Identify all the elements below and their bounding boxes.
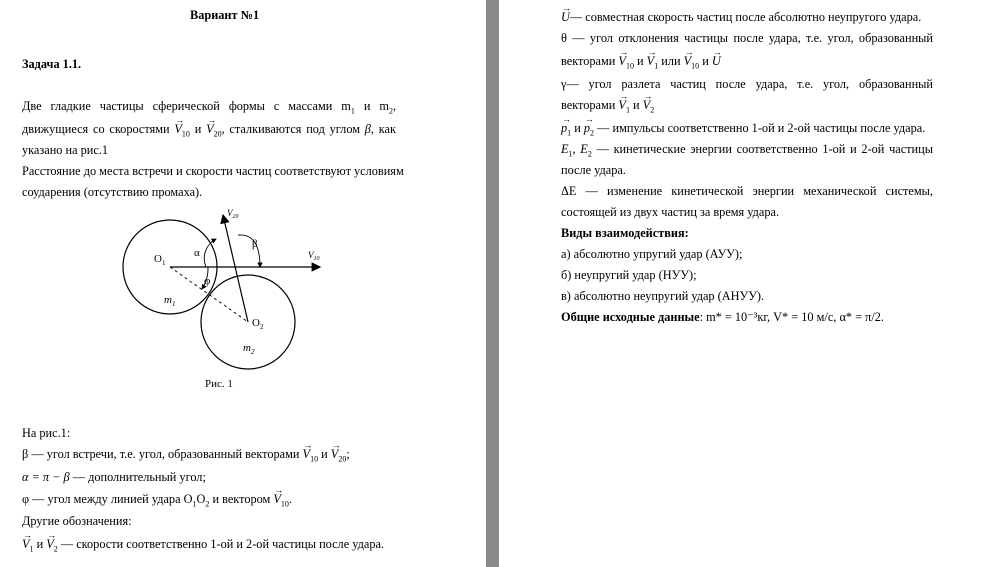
energy-definition-2: после удара. (561, 163, 626, 177)
common-data: Общие исходные данные: m* = 10⁻³кг, V* = 10 м/с, α* = π/2. (561, 310, 884, 324)
on-figure-heading: На рис.1: (22, 426, 71, 440)
kind-perfectly-inelastic: в) абсолютно неупругий удар (АНУУ). (561, 289, 765, 303)
label-o2: $O_2$ (252, 317, 264, 331)
beta-definition: β — угол встречи, т.е. угол, образованный векторами → $V_{10}$ $и \to V_{20}$; (22, 447, 350, 462)
problem-line-5: соударения (отсутствию промаха). (22, 185, 203, 199)
momentum-definition: → $p_1$ $и \to p_2$ — импульсы соответственно 1-ой и 2-ой частицы после удара. (561, 121, 925, 136)
page-right (499, 0, 1000, 567)
figure-caption: Рис. 1 (205, 378, 233, 390)
collision-figure (110, 205, 350, 375)
problem-line-3: указано на рис.1 (22, 143, 109, 157)
gamma-definition-2: векторами → $V_1$ $и \to V_2$ (561, 98, 654, 113)
phi-definition: φ — угол между линией удара $O_1O_2$ и вектором → $V_{10}$. (22, 492, 292, 507)
other-notation-heading: Другие обозначения: (22, 514, 132, 528)
task-heading: Задача 1.1. (22, 57, 82, 71)
alpha-definition: α = π − β — дополнительный угол; (22, 470, 206, 484)
delta-energy-definition-2: состоящей из двух частиц за время удара. (561, 205, 780, 219)
problem-line-4: Расстояние до места встречи и скорости частиц соответствуют условиям (22, 164, 404, 178)
delta-energy-definition-1: ΔE — изменение кинетической энергии механической системы, (561, 184, 933, 198)
label-phi: φ (204, 275, 211, 287)
label-v10: $V_{10}$ (308, 250, 320, 262)
energy-definition-1: $E_1$, $E_2$ — кинетические энергии соответственно 1-ой и 2-ой частицы (561, 142, 933, 159)
problem-line-2: движущиеся со скоростями → $V_{10}$ $и \to V_{20}$, сталкиваются под углом β, как (22, 122, 396, 137)
label-beta: β (252, 238, 258, 250)
velocities-definition: → $V_1$ $и \to V_2$ — скорости соответственно 1-ой и 2-ой частицы после удара. (22, 537, 384, 552)
page-gutter (486, 0, 499, 567)
kind-inelastic: б) неупругий удар (НУУ); (561, 268, 697, 282)
kind-elastic: а) абсолютно упругий удар (АУУ); (561, 247, 743, 261)
u-definition: → U— совместная скорость частиц после абсолютно неупругого удара. (561, 10, 921, 25)
interaction-kinds-heading: Виды взаимодействия: (561, 226, 689, 240)
variant-title: Вариант №1 (190, 8, 260, 22)
label-alpha: α (194, 247, 200, 259)
gamma-definition-1: γ— угол разлета частиц после удара, т.е. угол, образованный (561, 77, 933, 91)
v20-arrow (223, 215, 248, 322)
theta-definition-2: векторами → $V_{10}$ $и \to V_1$ или → $V_{10}$ и → U (561, 54, 721, 69)
label-m1: $m_1$ (164, 294, 176, 308)
page-left (0, 0, 486, 567)
label-m2: $m_2$ (243, 342, 255, 356)
theta-definition-1: θ — угол отклонения частицы после удара, т.е. угол, образованный (561, 31, 933, 45)
label-v20: $V_{20}$ (227, 208, 239, 220)
label-o1: $O_1$ (154, 253, 166, 267)
problem-line-1: Две гладкие частицы сферической формы с массами $m_1$ и $m_2$, (22, 99, 397, 116)
